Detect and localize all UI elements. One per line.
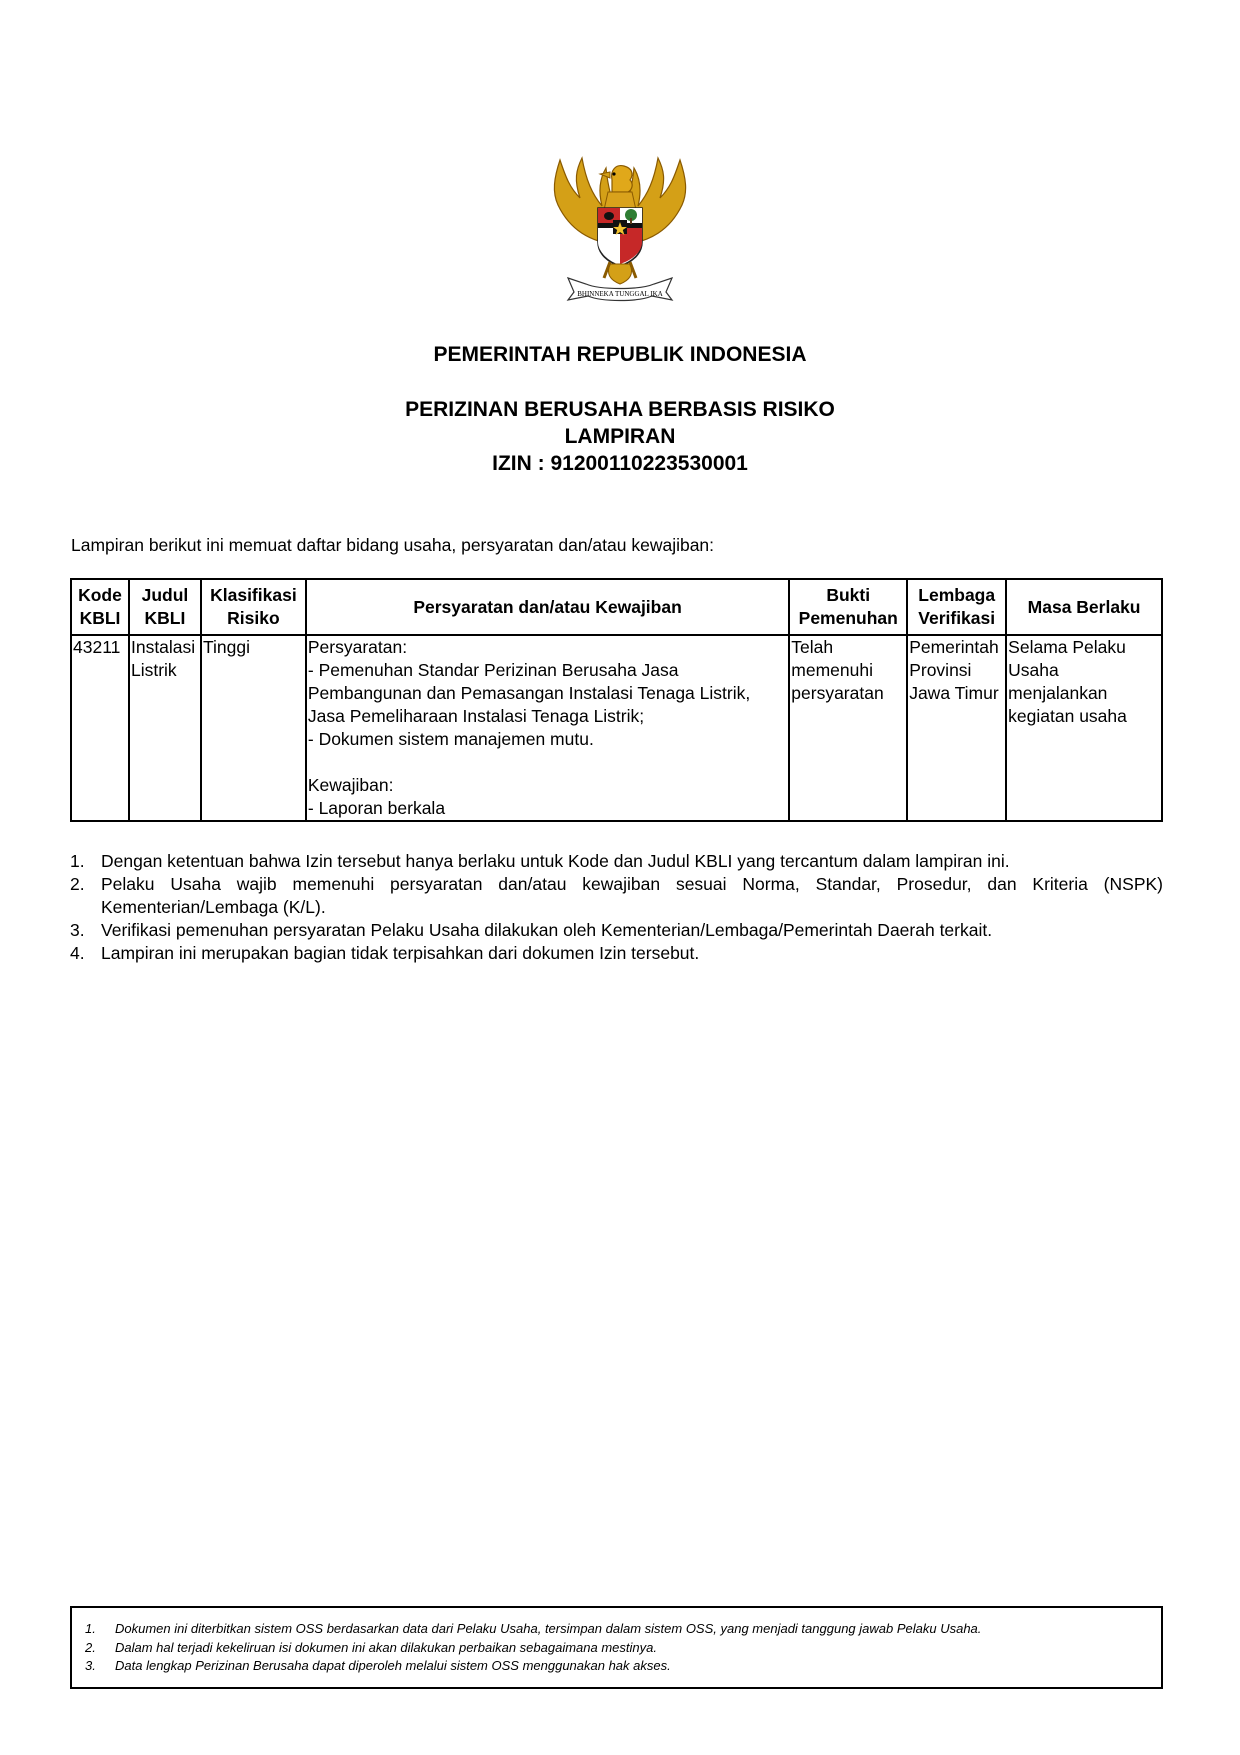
list-item: 3. Verifikasi pemenuhan persyaratan Pelaku Usaha dilakukan oleh Kementerian/Lembaga/Pemerintah Daerah terkait. <box>70 920 993 940</box>
header-kode-kbli: Kode KBLI <box>71 579 129 635</box>
header-lembaga-verifikasi: Lembaga Verifikasi <box>907 579 1006 635</box>
cell-klasifikasi: Tinggi <box>201 635 306 821</box>
table-row <box>71 635 1162 821</box>
cell-bukti: Telah memenuhi persyaratan <box>789 635 907 821</box>
permit-number: IZIN : 91200110223530001 <box>492 452 748 475</box>
government-title: PEMERINTAH REPUBLIK INDONESIA <box>433 343 807 366</box>
header-judul-kbli: Judul KBLI <box>129 579 201 635</box>
notes-list <box>70 850 1163 965</box>
cell-persyaratan: Persyaratan: - Pemenuhan Standar Perizinan Berusaha Jasa Pembangunan dan Pemasangan Instalasi Tenaga Listrik, Jasa Pemeliharaan Instalasi Tenaga Listrik; - Dokumen sistem manajemen mutu. Kewajiban: - Laporan berkala <box>306 635 789 821</box>
footer-list <box>72 1608 1161 1676</box>
list-item: 1. Dokumen ini diterbitkan sistem OSS berdasarkan data dari Pelaku Usaha, tersimpan dalam sistem OSS, yang menjadi tanggung jawab Pelaku Usaha. <box>85 1621 982 1636</box>
header-masa-berlaku: Masa Berlaku <box>1006 579 1162 635</box>
list-item: 2. Pelaku Usaha wajib memenuhi persyaratan dan/atau kewajiban sesuai Norma, Standar, Prosedur, dan Kriteria (NSPK) Kementerian/Lembaga (K/L). <box>70 874 1163 917</box>
list-item: 2. Dalam hal terjadi kekeliruan isi dokumen ini akan dilakukan perbaikan sebagaimana mestinya. <box>85 1639 657 1655</box>
header-bukti-pemenuhan: Bukti Pemenuhan <box>789 579 907 635</box>
list-item: 3. Data lengkap Perizinan Berusaha dapat diperoleh melalui sistem OSS menggunakan hak akses. <box>85 1658 671 1673</box>
footer-disclaimer-box <box>70 1606 1163 1689</box>
cell-judul: Instalasi Listrik <box>129 635 201 821</box>
header-persyaratan: Persyaratan dan/atau Kewajiban <box>306 579 789 635</box>
cell-masa: Selama Pelaku Usaha menjalankan kegiatan usaha <box>1006 635 1162 821</box>
list-item: 1. Dengan ketentuan bahwa Izin tersebut hanya berlaku untuk Kode dan Judul KBLI yang tercantum dalam lampiran ini. <box>70 851 1010 871</box>
intro-text: Lampiran berikut ini memuat daftar bidang usaha, persyaratan dan/atau kewajiban: <box>71 535 715 555</box>
table-header-row <box>71 579 1162 635</box>
header-klasifikasi-risiko: Klasifikasi Risiko <box>201 579 306 635</box>
kbli-table <box>70 578 1163 822</box>
list-item: 4. Lampiran ini merupakan bagian tidak terpisahkan dari dokumen Izin tersebut. <box>70 943 700 963</box>
cell-lembaga: Pemerintah Provinsi Jawa Timur <box>907 635 1006 821</box>
document-title: PERIZINAN BERUSAHA BERBASIS RISIKO <box>405 398 835 421</box>
garuda-pancasila-emblem <box>540 150 700 320</box>
emblem-motto: BHINNEKA TUNGGAL IKA <box>577 290 663 298</box>
cell-kode: 43211 <box>71 635 129 821</box>
document-subtitle: LAMPIRAN <box>564 425 676 448</box>
